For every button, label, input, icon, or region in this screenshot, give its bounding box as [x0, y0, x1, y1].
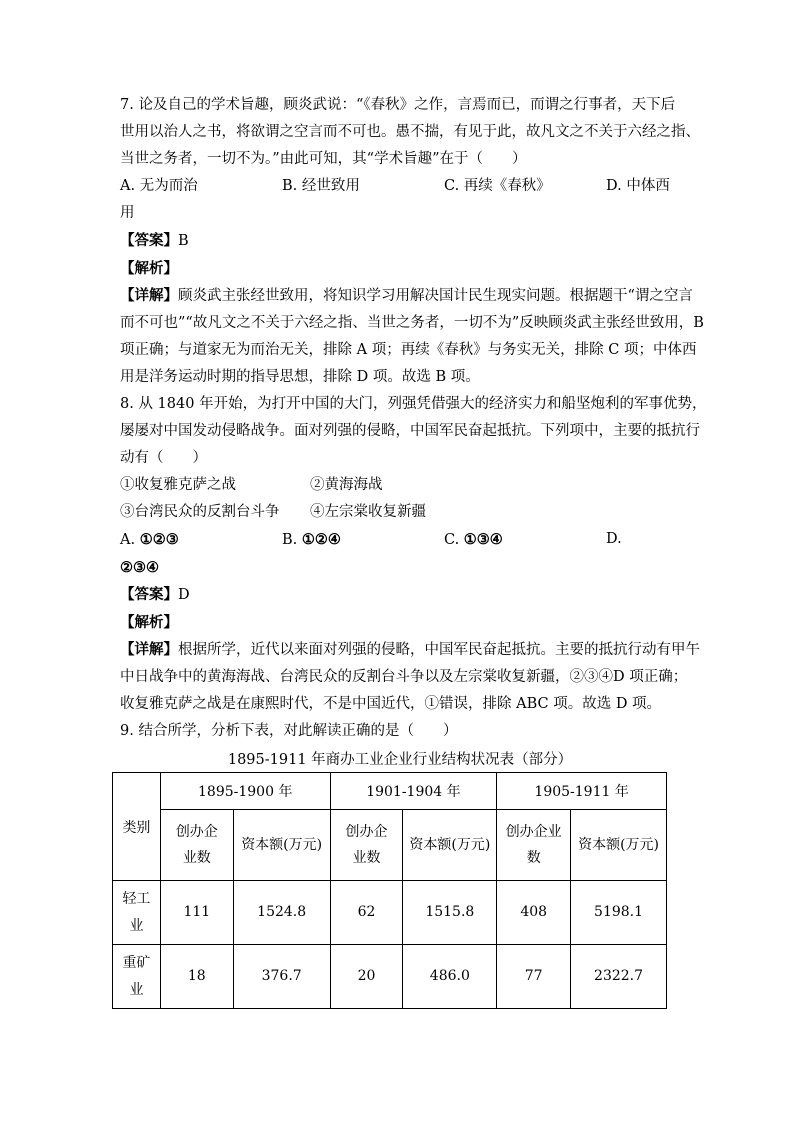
q8-statements-row — [120, 472, 680, 499]
q8-answer — [120, 581, 680, 609]
row-category — [113, 945, 161, 1009]
table-cell: 486.0 — [403, 945, 497, 1009]
table-cell: 5198.1 — [571, 881, 667, 945]
choice-numbers: ①③④ — [463, 531, 503, 548]
q8-choice-wrap: ②③④ — [120, 559, 159, 576]
industry-structure-table — [112, 772, 667, 1009]
sub-header: 资本额(万元) — [403, 810, 497, 881]
table-cell: 18 — [160, 945, 233, 1009]
sub-header-line: 创办企 — [175, 824, 218, 840]
sub-header — [330, 810, 403, 881]
q8-analysis-label: 【解析】 — [120, 614, 178, 631]
sub-header — [160, 810, 233, 881]
q8-choice-d — [606, 526, 622, 554]
q8-choice-c — [444, 526, 606, 554]
q7-detail-line — [120, 282, 693, 310]
q7-choice-c: C. 再续《春秋》 — [444, 178, 551, 194]
table-cell: 376.7 — [233, 945, 330, 1009]
table-cell: 111 — [160, 881, 233, 945]
table-row — [113, 945, 667, 1009]
question-8 — [120, 391, 707, 718]
q8-choice-a — [120, 526, 282, 554]
sub-header: 资本额(万元) — [233, 810, 330, 881]
table-subheader-row — [113, 810, 667, 881]
choice-numbers: ①②③ — [139, 531, 179, 548]
sub-header: 资本额(万元) — [571, 810, 667, 881]
sub-header-line: 创办企业 — [505, 824, 562, 840]
table-cell: 408 — [497, 881, 571, 945]
category-header: 类别 — [113, 773, 161, 881]
period-header: 1901-1904 年 — [330, 773, 497, 810]
choice-numbers: ①②④ — [301, 531, 341, 548]
q9-stem-line: 9. 结合所学，分析下表，对此解读正确的是（ ） — [120, 723, 458, 739]
sub-header-line: 创办企 — [345, 824, 388, 840]
category-line: 重矿 — [122, 954, 151, 971]
q8-detail-line: 中日战争中的黄海海战、台湾民众的反割台斗争以及左宗棠收复新疆，②③④D 项正确； — [120, 669, 688, 685]
sub-header-line: 业数 — [352, 850, 381, 866]
q7-detail-line: 用是洋务运动时期的指导思想，排除 D 项。故选 B 项。 — [120, 369, 480, 385]
answer-value: D — [178, 587, 190, 603]
detail-label: 【详解】 — [120, 641, 178, 658]
q7-choices — [120, 173, 680, 200]
q8-choice-b — [282, 526, 444, 554]
category-line: 轻工 — [122, 890, 151, 907]
table-cell: 2322.7 — [571, 945, 667, 1009]
q7-choice-a: A. 无为而治 — [120, 178, 198, 194]
answer-label: 【答案】 — [120, 232, 178, 249]
q7-stem-line: 7. 论及自己的学术旨趣，顾炎武说：“《春秋》之作，言焉而已，而谓之行事者，天下后 — [120, 97, 676, 113]
category-line: 业 — [129, 917, 144, 934]
q7-choice-wrap: 用 — [120, 205, 135, 221]
choice-letter: C. — [444, 532, 464, 548]
q8-stem-line: 8. 从 1840 年开始，为打开中国的大门，列强凭借强大的经济实力和船坚炮利的军事优势， — [120, 396, 707, 412]
choice-letter: D. — [606, 531, 622, 547]
table-cell: 62 — [330, 881, 403, 945]
detail-text: 顾炎武主张经世致用，将知识学习用解决国计民生现实问题。根据题干“谓之空言 — [178, 288, 693, 304]
answer-label: 【答案】 — [120, 586, 178, 603]
q7-analysis-label: 【解析】 — [120, 260, 178, 277]
question-9 — [120, 718, 680, 774]
answer-value: B — [178, 233, 189, 249]
q8-statements-row — [120, 499, 680, 526]
q8-statement: ①收复雅克萨之战 — [120, 477, 236, 493]
q8-detail-line: 收复雅克萨之战是在康熙时代，不是中国近代，①错误，排除 ABC 项。故选 D 项。 — [120, 696, 662, 712]
sub-header — [497, 810, 571, 881]
q7-stem-line: 世用以治人之书，将欲谓之空言而不可也。愚不揣，有见于此，故凡文之不关于六经之指、 — [120, 124, 700, 140]
q7-choice-b: B. 经世致用 — [282, 178, 360, 194]
detail-label: 【详解】 — [120, 287, 178, 304]
detail-text: 根据所学，近代以来面对列强的侵略，中国军民奋起抵抗。主要的抵抗行动有甲午 — [178, 642, 700, 658]
q7-stem-line: 当世之务者，一切不为。”由此可知，其“学术旨趣”在于（ ） — [120, 151, 527, 167]
row-category — [113, 881, 161, 945]
table-cell: 1515.8 — [403, 881, 497, 945]
table-cell: 77 — [497, 945, 571, 1009]
q7-detail-line: 项正确；与道家无为而治无关，排除 A 项；再续《春秋》与务实无关，排除 C 项；中体西 — [120, 342, 697, 358]
choice-letter: B. — [282, 532, 302, 548]
table-title: 1895-1911 年商办工业企业行业结构状况表（部分） — [227, 752, 573, 768]
period-header: 1895-1900 年 — [160, 773, 330, 810]
q7-choice-d: D. 中体西 — [606, 178, 670, 194]
q8-detail-line — [120, 636, 700, 664]
sub-header-line: 数 — [526, 850, 541, 866]
question-7 — [120, 92, 704, 391]
q8-stem-line: 屡屡对中国发动侵略战争。面对列强的侵略，中国军民奋起抵抗。下列项中，主要的抵抗行 — [120, 423, 700, 439]
table-cell: 1524.8 — [233, 881, 330, 945]
q8-statement: ②黄海海战 — [310, 477, 383, 493]
q8-statement: ④左宗棠收复新疆 — [310, 504, 426, 520]
sub-header-line: 业数 — [182, 850, 211, 866]
q8-stem-line: 动有（ ） — [120, 450, 207, 466]
q7-detail-line: 而不可也”“故凡文之不关于六经之指、当世之务者，一切不为”反映顾炎武主张经世致用，B — [120, 315, 704, 331]
q8-choices — [120, 526, 680, 554]
q8-statement: ③台湾民众的反割台斗争 — [120, 504, 280, 520]
category-line: 业 — [129, 981, 144, 998]
table-cell: 20 — [330, 945, 403, 1009]
table-row — [113, 881, 667, 945]
q7-answer — [120, 227, 680, 255]
table-header-row — [113, 773, 667, 810]
content — [120, 92, 707, 774]
period-header: 1905-1911 年 — [497, 773, 667, 810]
choice-letter: A. — [120, 532, 140, 548]
